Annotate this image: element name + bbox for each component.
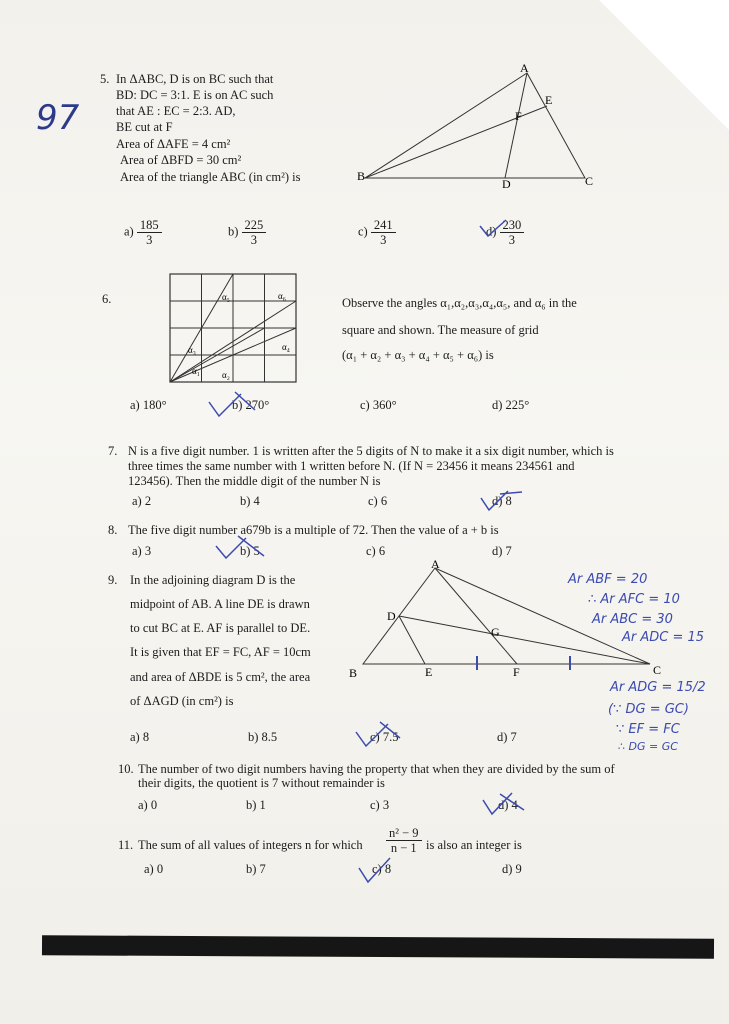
q6-alpha6: α₆: [278, 291, 286, 301]
q5-line-4: BE cut at F: [116, 120, 173, 134]
q10-number: 10.: [118, 762, 134, 776]
q8-option-a[interactable]: a) 3: [132, 544, 152, 558]
q9-line-1: In the adjoining diagram D is the: [130, 573, 296, 587]
q10-check-mark: [480, 790, 530, 818]
q5-line-5: Area of ΔAFE = 4 cm²: [116, 137, 231, 151]
q10-option-d[interactable]: d) 4: [498, 798, 518, 812]
q5-triangle-diagram: [355, 60, 605, 195]
q5-label-e: E: [545, 93, 553, 107]
q5-line-1: In ΔABC, D is on BC such that: [116, 72, 274, 86]
q8-option-c[interactable]: c) 6: [366, 544, 386, 558]
q9-option-c[interactable]: c) 7.5: [370, 730, 399, 744]
q6-number: 6.: [102, 292, 112, 306]
q9-label-e: E: [425, 665, 433, 679]
q6-check-mark: [205, 390, 265, 420]
scan-black-bar: [42, 935, 714, 959]
q7-check-mark: [478, 488, 528, 514]
q6-option-d[interactable]: d) 225°: [492, 398, 530, 412]
q9-note-3: Ar ABC = 30: [592, 612, 673, 627]
q9-option-a[interactable]: a) 8: [130, 730, 150, 744]
q10-line-2: their digits, the quotient is 7 without remainder is: [138, 776, 385, 790]
q9-note-5: Ar ADG = 15/2: [610, 680, 706, 695]
q11-text-after: is also an integer is: [426, 838, 522, 852]
q10-line-1: The number of two digit numbers having the property that when they are divided by the sum of: [138, 762, 615, 776]
q6-line-2: square and shown. The measure of grid: [342, 323, 539, 337]
q9-number: 9.: [108, 573, 118, 587]
q9-label-g: G: [491, 625, 500, 639]
q7-number: 7.: [108, 444, 118, 458]
q7-line-2: three times the same number with 1 written before N. (If N = 23456 it means 234561 and: [128, 459, 575, 473]
q7-option-a[interactable]: a) 2: [132, 494, 152, 508]
q9-line-4: It is given that EF = FC, AF = 10cm: [130, 645, 311, 659]
q11-fraction: $\frac{\text{n² − 9}}{n - 1}$: [386, 826, 422, 855]
q10-option-c[interactable]: c) 3: [370, 798, 390, 812]
q11-option-b[interactable]: b) 7: [246, 862, 266, 876]
q9-note-6: (∵ DG = GC): [608, 702, 689, 717]
q9-label-f: F: [513, 665, 520, 679]
q9-label-c: C: [653, 663, 662, 677]
q11-option-d[interactable]: d) 9: [502, 862, 522, 876]
folded-corner: [599, 0, 729, 130]
q5-check-mark: [478, 218, 508, 240]
q9-option-b[interactable]: b) 8.5: [248, 730, 278, 744]
q10-option-b[interactable]: b) 1: [246, 798, 266, 812]
q5-line-7: Area of the triangle ABC (in cm²) is: [120, 170, 301, 184]
q5-label-d: D: [502, 177, 511, 191]
q11-option-c[interactable]: c) 8: [372, 862, 392, 876]
q9-note-8: ∴ DG = GC: [618, 740, 678, 753]
q5-label-a: A: [520, 61, 529, 75]
q7-option-b[interactable]: b) 4: [240, 494, 260, 508]
q9-note-7: ∵ EF = FC: [616, 722, 680, 737]
q6-alpha3: α₃: [188, 345, 196, 355]
q6-line-3: (α₁ + α₂ + α₃ + α₄ + α₅ + α₆) is: [342, 348, 494, 362]
q8-option-d[interactable]: d) 7: [492, 544, 512, 558]
q8-check-mark: [212, 534, 272, 562]
q11-text-before: The sum of all values of integers n for which: [138, 838, 363, 852]
q9-line-6: of ΔAGD (in cm²) is: [130, 694, 234, 708]
q11-check-mark: [356, 856, 396, 886]
q8-option-b[interactable]: b) 5: [240, 544, 260, 558]
q5-option-a[interactable]: a) $\frac{185}{3}$: [124, 218, 162, 247]
q5-margin-note: 97: [36, 98, 80, 138]
q5-label-f: F: [515, 109, 522, 123]
q6-option-a[interactable]: a) 180°: [130, 398, 167, 412]
q9-label-a: A: [431, 560, 440, 571]
q7-line-3: 123456). Then the middle digit of the number N is: [128, 474, 381, 488]
q8-number: 8.: [108, 523, 118, 537]
q6-alpha4: α₄: [282, 342, 290, 352]
q11-option-a[interactable]: a) 0: [144, 862, 164, 876]
q5-number: 5.: [100, 72, 110, 86]
q9-label-b: B: [349, 666, 358, 680]
q6-line-1: Observe the angles α₁,α₂,α₃,α₄,α₅, and α₆ in the: [342, 296, 577, 310]
q5-option-b[interactable]: b) $\frac{225}{3}$: [228, 218, 266, 247]
q5-label-b: B: [357, 169, 366, 183]
q9-line-5: and area of ΔBDE is 5 cm², the area: [130, 670, 311, 684]
q9-note-2: ∴ Ar AFC = 10: [588, 592, 680, 607]
q11-number: 11.: [118, 838, 134, 852]
q6-alpha2: α₂: [222, 370, 230, 380]
q5-label-c: C: [585, 174, 594, 188]
q9-check-mark: [352, 720, 412, 750]
q5-option-c[interactable]: c) $\frac{241}{3}$: [358, 218, 396, 247]
q5-line-6: Area of ΔBFD = 30 cm²: [120, 153, 242, 167]
q6-option-b[interactable]: b) 270°: [232, 398, 270, 412]
q9-note-1: Ar ABF = 20: [568, 572, 648, 587]
q7-option-d[interactable]: d) 8: [492, 494, 512, 508]
q6-option-c[interactable]: c) 360°: [360, 398, 397, 412]
q6-alpha5: α₅: [222, 292, 230, 302]
q10-option-a[interactable]: a) 0: [138, 798, 158, 812]
q7-option-c[interactable]: c) 6: [368, 494, 388, 508]
q9-option-d[interactable]: d) 7: [497, 730, 517, 744]
q5-option-d[interactable]: d) $\frac{230}{3}$: [486, 218, 524, 247]
q5-line-3: that AE : EC = 2:3. AD,: [116, 104, 236, 118]
q5-line-2: BD: DC = 3:1. E is on AC such: [116, 88, 274, 102]
q9-line-3: to cut BC at E. AF is parallel to DE.: [130, 621, 311, 635]
q8-text: The five digit number a679b is a multiple of 72. Then the value of a + b is: [128, 523, 499, 537]
q9-note-4: Ar ADC = 15: [622, 630, 705, 645]
q6-alpha1: α₁: [192, 366, 200, 376]
q9-label-d: D: [387, 609, 396, 623]
q6-grid-diagram: [166, 270, 300, 386]
q7-line-1: N is a five digit number. 1 is written after the 5 digits of N to make it a six digit number, which is: [128, 444, 614, 458]
q9-line-2: midpoint of AB. A line DE is drawn: [130, 597, 310, 611]
